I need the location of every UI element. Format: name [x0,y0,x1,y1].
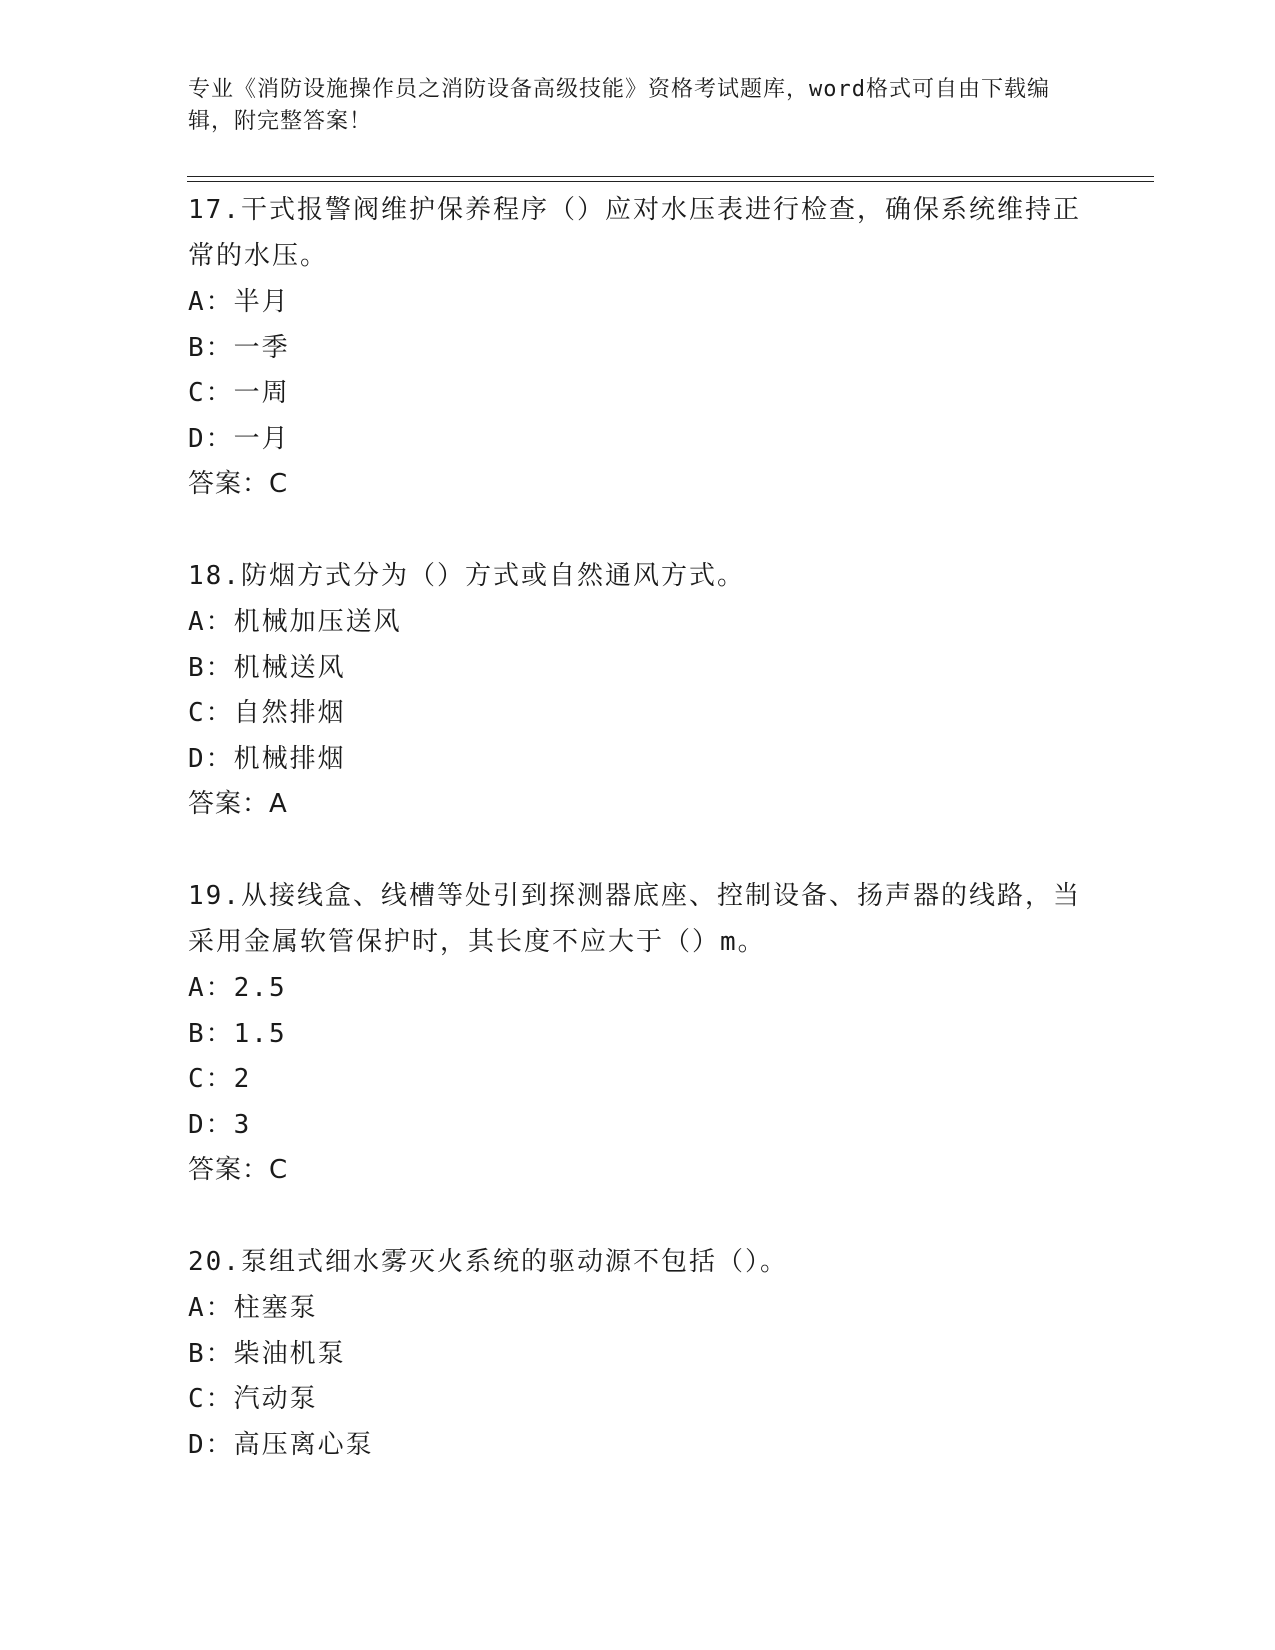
option-b: B：1.5 [188,1018,287,1049]
option-b: B：一季 [188,332,290,363]
header-divider-bottom [187,181,1154,182]
option-a: A：半月 [188,287,290,317]
option-d: D：一月 [188,423,290,454]
question-20 [188,1239,1088,1467]
question-stem: 17.干式报警阀维护保养程序（）应对水压表进行检查，确保系统维持正常的水压。 [188,195,1081,271]
option-c: C：2 [188,1064,252,1094]
question-17 [188,187,1088,507]
option-d: D：3 [188,1109,252,1140]
option-a: A：2.5 [188,973,287,1003]
option-d: D：高压离心泵 [188,1429,374,1460]
option-a: A：机械加压送风 [188,607,402,637]
header-divider-top [187,176,1154,177]
option-c: C：汽动泵 [188,1384,318,1414]
option-b: B：机械送风 [188,652,346,683]
document-header: 专业《消防设施操作员之消防设备高级技能》资格考试题库，word格式可自由下载编辑，附完整答案！ [188,77,1050,134]
question-stem: 19.从接线盒、线槽等处引到探测器底座、控制设备、扬声器的线路，当采用金属软管保护时，其长度不应大于（）m。 [188,881,1081,957]
question-stem: 20.泵组式细水雾灭火系统的驱动源不包括（）。 [188,1247,788,1277]
option-d: D：机械排烟 [188,743,346,774]
answer: 答案：C [188,1155,289,1185]
option-c: C：自然排烟 [188,698,346,728]
answer: 答案：C [188,469,289,499]
question-19 [188,873,1088,1193]
question-18 [188,553,1088,827]
answer: 答案：A [188,789,288,819]
option-c: C：一周 [188,378,290,408]
option-b: B：柴油机泵 [188,1338,346,1369]
question-stem: 18.防烟方式分为（）方式或自然通风方式。 [188,561,745,591]
option-a: A：柱塞泵 [188,1293,318,1323]
